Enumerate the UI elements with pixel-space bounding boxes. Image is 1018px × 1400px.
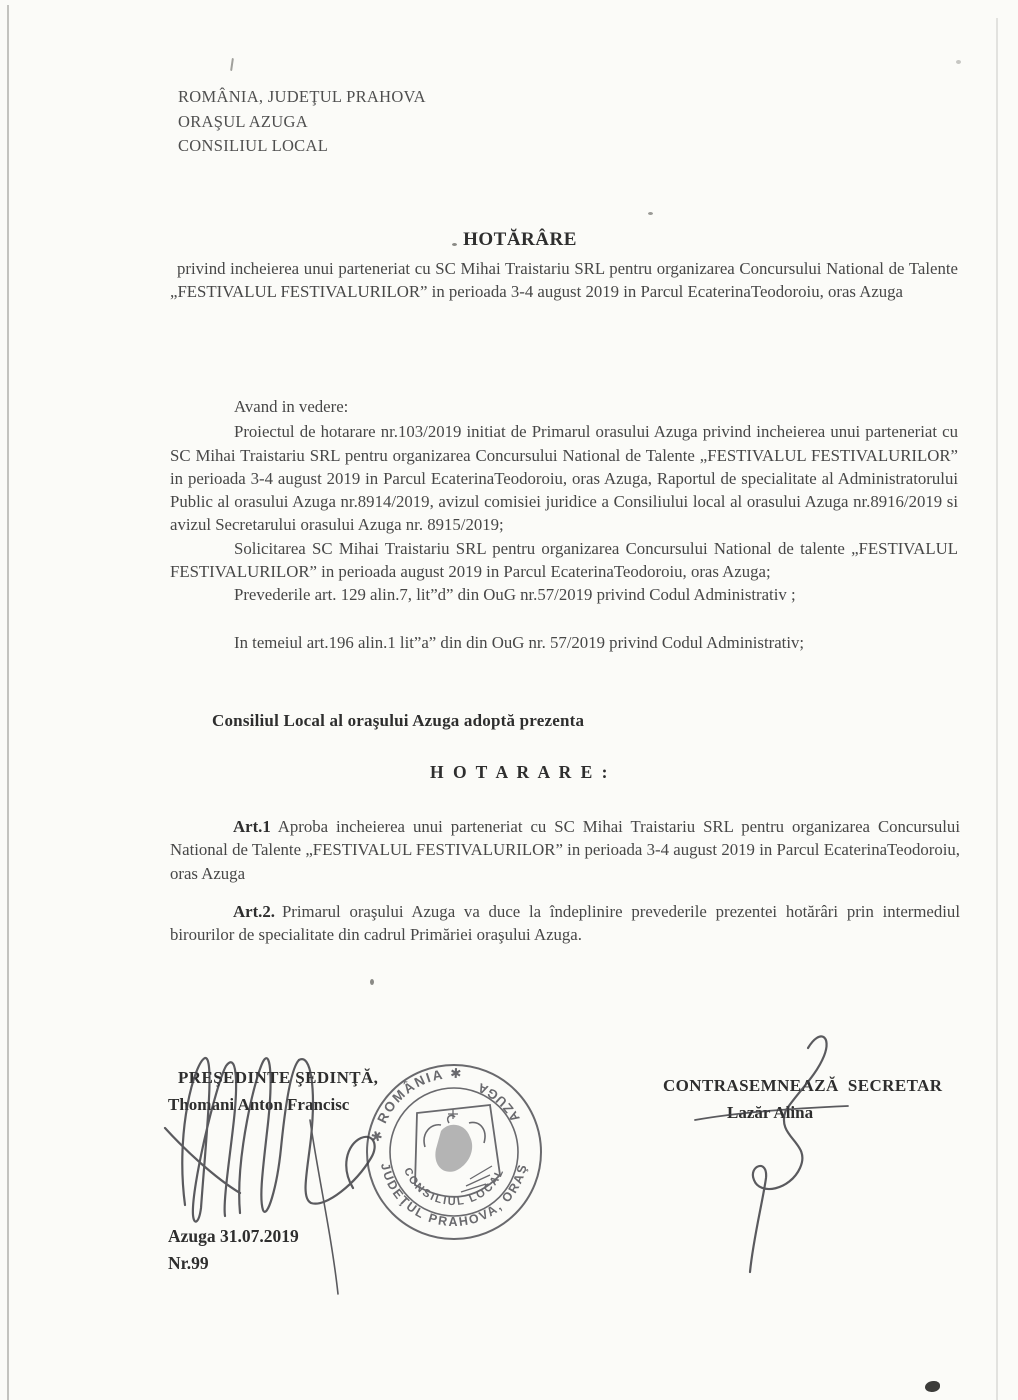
decision-heading: H O T A R A R E : — [430, 762, 610, 782]
legal-basis-art129: Prevederile art. 129 alin.7, lit”d” din OuG nr.57/2019 privind Codul Administrativ ; — [234, 585, 796, 605]
secretary-name: Lazăr Alina — [727, 1103, 814, 1122]
issue-place-date: Azuga 31.07.2019 — [168, 1226, 299, 1246]
article-2-label: Art.2. — [233, 902, 275, 921]
scan-artifact-mark — [648, 212, 653, 215]
legal-basis-art196: In temeiul art.196 alin.1 lit”a” din din OuG nr. 57/2019 privind Codul Administrativ; — [234, 632, 805, 652]
stamp-council-text: CONSILIUL LOCAL — [401, 1165, 507, 1209]
document-subtitle: privind incheierea unui parteneriat cu SC Mihai Traistariu SRL pentru organizarea Concursului National de Talente „FESTIVALUL FESTIVALURILOR” in perioada 3-4 august 2019 in Parcul EcaterinaTeodoroiu, oras Azuga — [170, 259, 958, 302]
signature-scribbles — [140, 1020, 880, 1310]
document-title: HOTĂRÂRE — [463, 229, 577, 250]
secretary-strike-line — [695, 1106, 848, 1120]
preamble-section — [170, 395, 958, 654]
issuer-header — [178, 85, 426, 159]
scan-artifact-mark — [370, 979, 374, 985]
secretary-title: CONTRASEMNEAZĂ SECRETAR — [663, 1076, 943, 1095]
scan-artifact-mark — [230, 58, 234, 71]
consideration-project: Proiectul de hotarare nr.103/2019 initiat de Primarul orasului Azuga privind incheierea unui parteneriat cu SC Mihai Traistariu SRL pentru organizarea Concursului National de Talente „FESTIVALUL FESTIVALURILOR” in perioada 3-4 august 2019 in Parcul EcaterinaTeodoroiu, oras Azuga, Raportul de specialitate al Administratorului Public al orasului Azuga nr.8914/2019, avizul comisiei juridice a Consiliului local al orasului Azuga nr.8916/2019 si avizul Secretarului orasului Azuga nr. 8915/2019; — [170, 422, 958, 535]
consideration-request: Solicitarea SC Mihai Traistariu SRL pentru organizarea Concursului National de talente „FESTIVALUL FESTIVALURILOR” in perioada august 2019 in Parcul EcaterinaTeodoroiu, oras Azuga; — [170, 538, 958, 582]
scan-edge-right — [996, 18, 998, 1400]
preamble-intro: Avand in vedere: — [234, 397, 349, 416]
article-1-label: Art.1 — [233, 817, 271, 836]
article-2-text: Primarul oraşului Azuga va duce la îndeplinire prevederile prezentei hotărâri prin intermediul birourilor de specialitate din cadrul Primăriei oraşului Azuga. — [170, 902, 960, 945]
president-name: Thomani Anton Francisc — [168, 1095, 350, 1114]
stamp-county-text: JUDEŢUL PRAHOVA, ORAŞ — [377, 1161, 531, 1230]
article-1-text: Aproba incheierea unui parteneriat cu SC Mihai Traistariu SRL pentru organizarea Concursului National de Talente „FESTIVALUL FESTIVALURILOR” in perioada 3-4 august 2019 in Parcul EcaterinaTeodoroiu, oras Azuga — [170, 817, 960, 883]
scan-artifact-mark — [956, 60, 961, 64]
issuer-line-country: ROMÂNIA, JUDEŢUL PRAHOVA — [178, 87, 426, 106]
scan-edge-left — [7, 5, 9, 1400]
adoption-line: Consiliul Local al oraşului Azuga adoptă prezenta — [212, 711, 585, 730]
issuer-line-council: CONSILIUL LOCAL — [178, 136, 329, 155]
scan-ink-blot — [925, 1381, 940, 1392]
article-2 — [170, 900, 960, 947]
article-1 — [170, 815, 960, 885]
issuer-line-city: ORAŞUL AZUGA — [178, 111, 308, 131]
stamp-city-text: AZUGA — [473, 1079, 523, 1125]
stamp-country-text: ✱ ROMÂNIA ✱ — [368, 1065, 464, 1144]
decision-number: Nr.99 — [168, 1253, 209, 1273]
secretary-signature-scribble — [695, 1036, 848, 1272]
president-title: PREŞEDINTE ŞEDINŢĂ, — [178, 1068, 379, 1087]
